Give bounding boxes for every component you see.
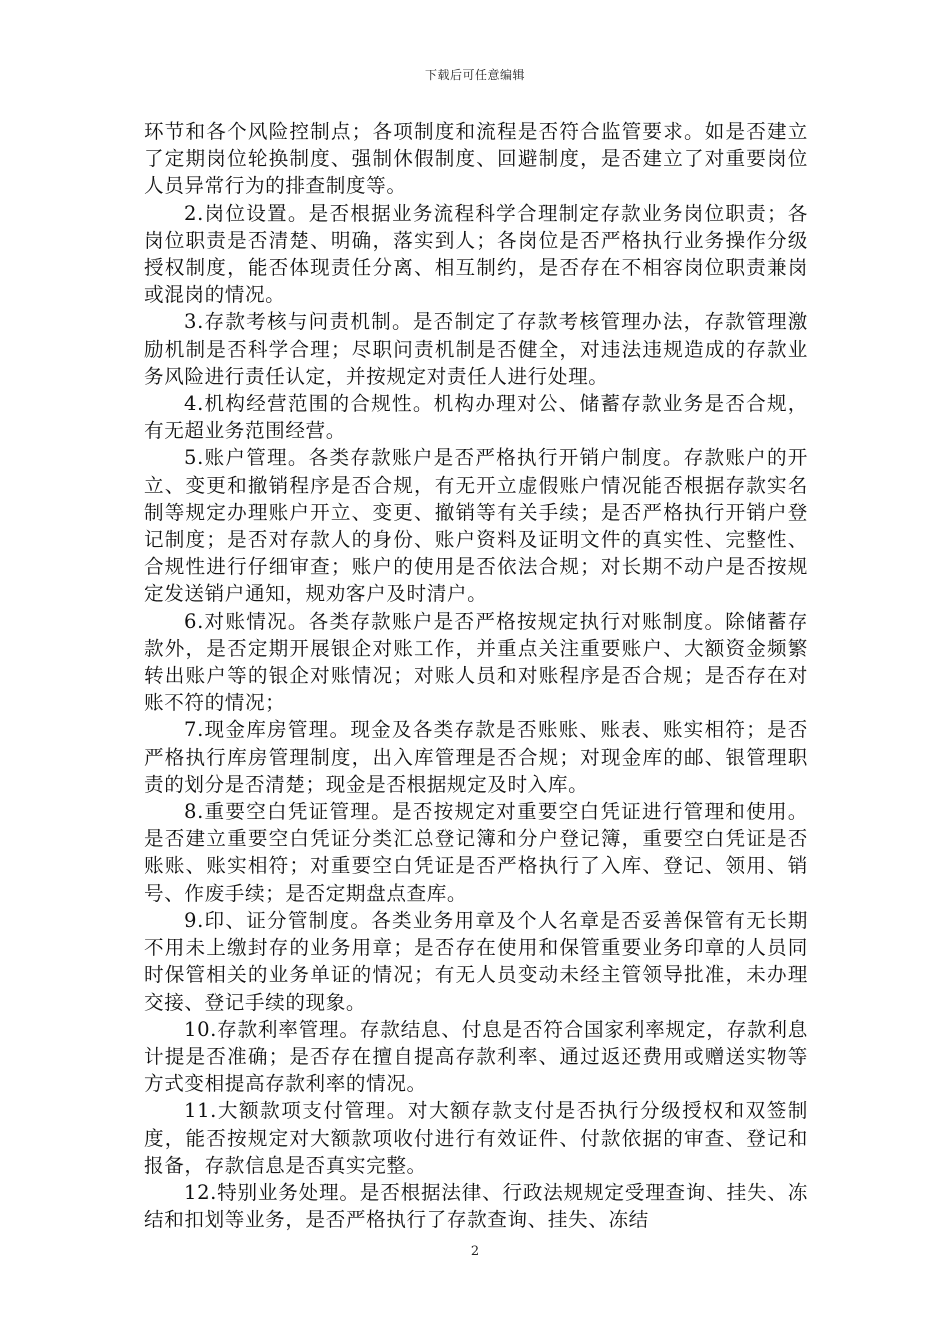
paragraph: 5.账户管理。各类存款账户是否严格执行开销户制度。存款账户的开立、变更和撤销程序是否合规，有无开立虚假账户情况能否根据存款实名制等规定办理账户开立、变更、撤销等有关手续；是否严格执行开销户登记制度；是否对存款人的身份、账户资料及证明文件的真实性、完整性、合规性进行仔细审查；账户的使用是否依法合规；对长期不动户是否按规定发送销户通知，规劝客户及时清户。 [144, 446, 808, 606]
page-number: 2 [470, 1244, 480, 1259]
paragraph: 11.大额款项支付管理。对大额存款支付是否执行分级授权和双签制度，能否按规定对大额款项收付进行有效证件、付款依据的审查、登记和报备，存款信息是否真实完整。 [144, 1099, 808, 1177]
document-body [144, 118, 808, 1233]
paragraph: 9.印、证分管制度。各类业务用章及个人名章是否妥善保管有无长期不用未上缴封存的业务用章；是否存在使用和保管重要业务印章的人员同时保管相关的业务单证的情况；有无人员变动未经主管领导批准，未办理交接、登记手续的现象。 [144, 908, 808, 1014]
paragraph: 7.现金库房管理。现金及各类存款是否账账、账表、账实相符；是否严格执行库房管理制度，出入库管理是否合规；对现金库的邮、银管理职责的划分是否清楚；现金是否根据规定及时入库。 [144, 718, 808, 796]
paragraph: 环节和各个风险控制点；各项制度和流程是否符合监管要求。如是否建立了定期岗位轮换制度、强制休假制度、回避制度，是否建立了对重要岗位人员异常行为的排查制度等。 [144, 120, 808, 198]
page-header: 下载后可任意编辑 [424, 68, 525, 82]
paragraph: 2.岗位设置。是否根据业务流程科学合理制定存款业务岗位职责；各岗位职责是否清楚、明确，落实到人；各岗位是否严格执行业务操作分级授权制度，能否体现责任分离、相互制约，是否存在不相容岗位职责兼岗或混岗的情况。 [144, 201, 808, 307]
paragraph: 6.对账情况。各类存款账户是否严格按规定执行对账制度。除储蓄存款外，是否定期开展银企对账工作，并重点关注重要账户、大额资金频繁转出账户等的银企对账情况；对账人员和对账程序是否合规；是否存在对账不符的情况； [144, 609, 808, 715]
paragraph: 3.存款考核与问责机制。是否制定了存款考核管理办法，存款管理激励机制是否科学合理；尽职问责机制是否健全，对违法违规造成的存款业务风险进行责任认定，并按规定对责任人进行处理。 [144, 310, 808, 388]
paragraph: 10.存款利率管理。存款结息、付息是否符合国家利率规定，存款利息计提是否准确；是否存在擅自提高存款利率、通过返还费用或赠送实物等方式变相提高存款利率的情况。 [144, 1017, 808, 1096]
paragraph: 12.特别业务处理。是否根据法律、行政法规规定受理查询、挂失、冻结和扣划等业务，是否严格执行了存款查询、挂失、冻结 [144, 1180, 808, 1232]
paragraph: 4.机构经营范围的合规性。机构办理对公、储蓄存款业务是否合规，有无超业务范围经营。 [144, 392, 808, 443]
paragraph: 8.重要空白凭证管理。是否按规定对重要空白凭证进行管理和使用。是否建立重要空白凭证分类汇总登记簿和分户登记簿，重要空白凭证是否账账、账实相符；对重要空白凭证是否严格执行了入库、登记、领用、销号、作废手续；是否定期盘点查库。 [144, 800, 808, 905]
